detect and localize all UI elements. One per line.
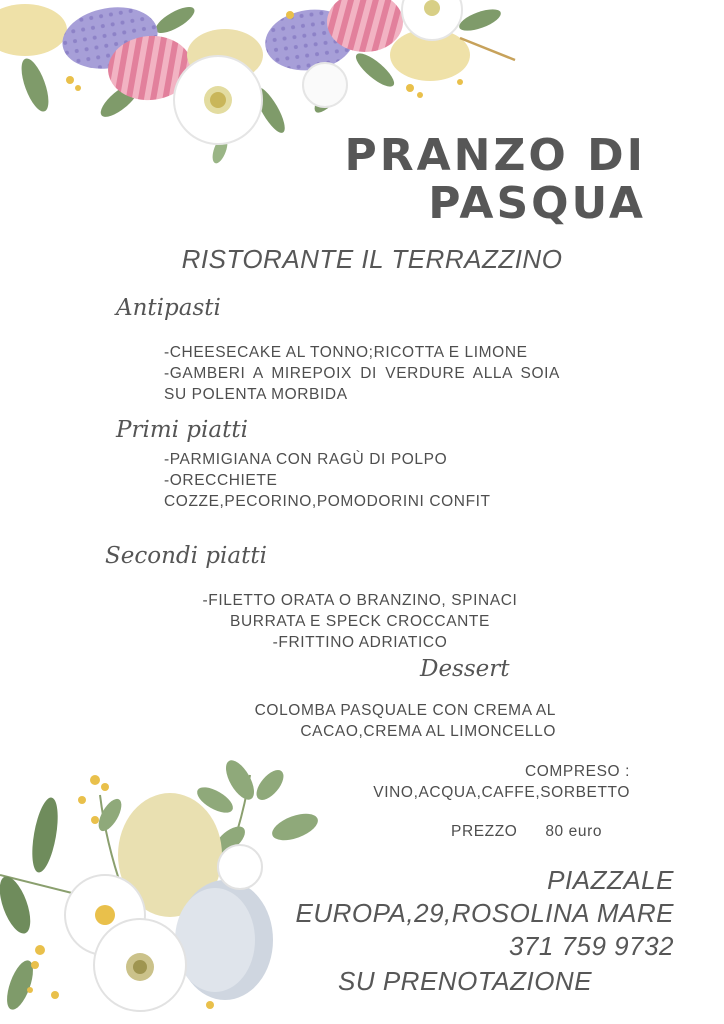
restaurant-name: RISTORANTE IL TERRAZZINO	[181, 244, 563, 274]
price-line	[451, 821, 602, 842]
list-item: COLOMBA PASQUALE CON CREMA AL	[254, 702, 556, 719]
list-item: CACAO,CREMA AL LIMONCELLO	[300, 723, 556, 740]
section-heading-primi: Primi piatti	[116, 417, 248, 443]
section-heading-antipasti: Antipasti	[116, 295, 221, 321]
list-item: BURRATA E SPECK CROCCANTE	[230, 613, 490, 630]
list-item: -ORECCHIETE	[164, 472, 278, 489]
phone-number: 371 759 9732	[508, 931, 674, 961]
secondi-list	[160, 590, 560, 653]
title-line-2: PASQUA	[428, 178, 646, 229]
price-value: 80 euro	[545, 823, 603, 840]
section-heading-dessert: Dessert	[420, 656, 510, 682]
dessert-list	[200, 700, 556, 742]
list-item: -CHEESECAKE AL TONNO;RICOTTA E LIMONE	[164, 344, 528, 361]
antipasti-list	[164, 342, 560, 405]
primi-list	[164, 449, 491, 512]
address-line-2: EUROPA,29,ROSOLINA MARE	[295, 898, 674, 928]
list-item: -FILETTO ORATA O BRANZINO, SPINACI	[202, 592, 518, 609]
included-items: VINO,ACQUA,CAFFE,SORBETTO	[373, 784, 630, 801]
list-item: COZZE,PECORINO,POMODORINI CONFIT	[164, 493, 491, 510]
included-block	[330, 761, 630, 803]
list-item: -GAMBERI A MIREPOIX DI VERDURE ALLA SOIA SU POLENTA MORBIDA	[164, 365, 560, 403]
title-line-1: PRANZO DI	[344, 130, 646, 181]
list-item: -PARMIGIANA CON RAGÙ DI POLPO	[164, 451, 448, 468]
footer-block	[296, 864, 674, 963]
menu-title	[344, 132, 646, 228]
list-item: -FRITTINO ADRIATICO	[272, 634, 448, 651]
section-heading-secondi: Secondi piatti	[105, 543, 267, 569]
reservation-note: SU PRENOTAZIONE	[338, 966, 593, 996]
address-line-1: PIAZZALE	[547, 865, 674, 895]
price-label: PREZZO	[451, 823, 518, 840]
bottom-floral-decoration-icon	[0, 755, 335, 1024]
included-label: COMPRESO :	[524, 763, 630, 780]
